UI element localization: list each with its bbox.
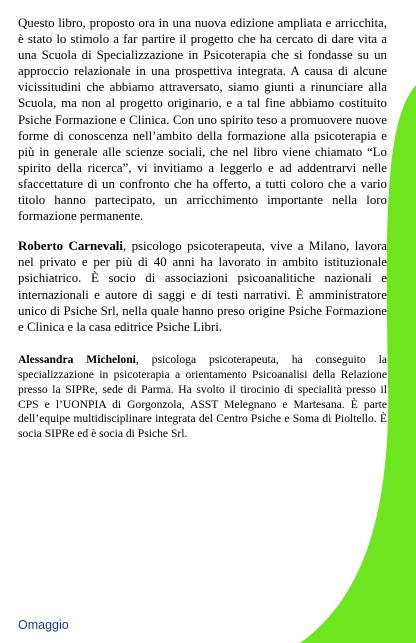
back-cover-text	[18, 15, 387, 442]
author-bio-alessandra-micheloni	[18, 353, 387, 442]
author-name: Alessandra Micheloni	[18, 352, 136, 366]
author-name: Roberto Carnevali	[18, 239, 123, 254]
intro-paragraph: Questo libro, proposto ora in una nuova edizione ampliata e arricchita, è stato lo stimolo a far partire il progetto che ha cercato di dare vita a una Scuola di Specializzazione in Psicoterapia che si fondasse su un approccio relazionale in una prospettiva integrata. A causa di alcune vicissitudini che abbiamo attraversato, siamo giunti a rinunciare alla Scuola, ma non al progetto originario, e a tal fine abbiamo costituito Psiche Formazione e Clinica. Con uno spirito teso a promuovere nuove forme di conoscenza nell’ambito della formazione alla psicoterapia e più in generale alle scienze sociali, che nel libro viene chiamato “Lo spirito della ricerca”, vi invitiamo a leggerlo e ad addentrarvi nelle sfaccettature di un confronto che ha offerto, a tutti coloro che a vario titolo hanno partecipato, un arricchimento importante nella loro formazione permanente.	[18, 16, 387, 224]
author-bio-roberto-carnevali	[18, 238, 387, 335]
author-bio-text: , psicologa psicoterapeuta, ha conseguito la specializzazione in psicoterapia a orientamento Psicoanalisi della Relazione presso la SIPRe, sede di Parma. Ha svolto il tirocinio di specialità presso il CPS e l’UONPIA di Gorgonzola, ASST Melegnano e Martesana. È parte dell’equipe multidisciplinare integrata del Centro Psiche e Soma di Pioltello. È socia SIPRe ed è socia di Psiche Srl.	[18, 352, 387, 441]
author-bio-text: , psicologo psicoterapeuta, vive a Milano, lavora nel privato e per più di 40 anni ha lavorato in ambito istituzionale psichiatrico. È socio di associazioni psicoanalitiche nazionali e internazionali e autore di saggi e di testi narrativi. È amministratore unico di Psiche Srl, nella quale hanno preso origine Psiche Formazione e Clinica e la casa editrice Psiche Libri.	[18, 239, 387, 334]
footer-label: Omaggio	[18, 618, 69, 632]
